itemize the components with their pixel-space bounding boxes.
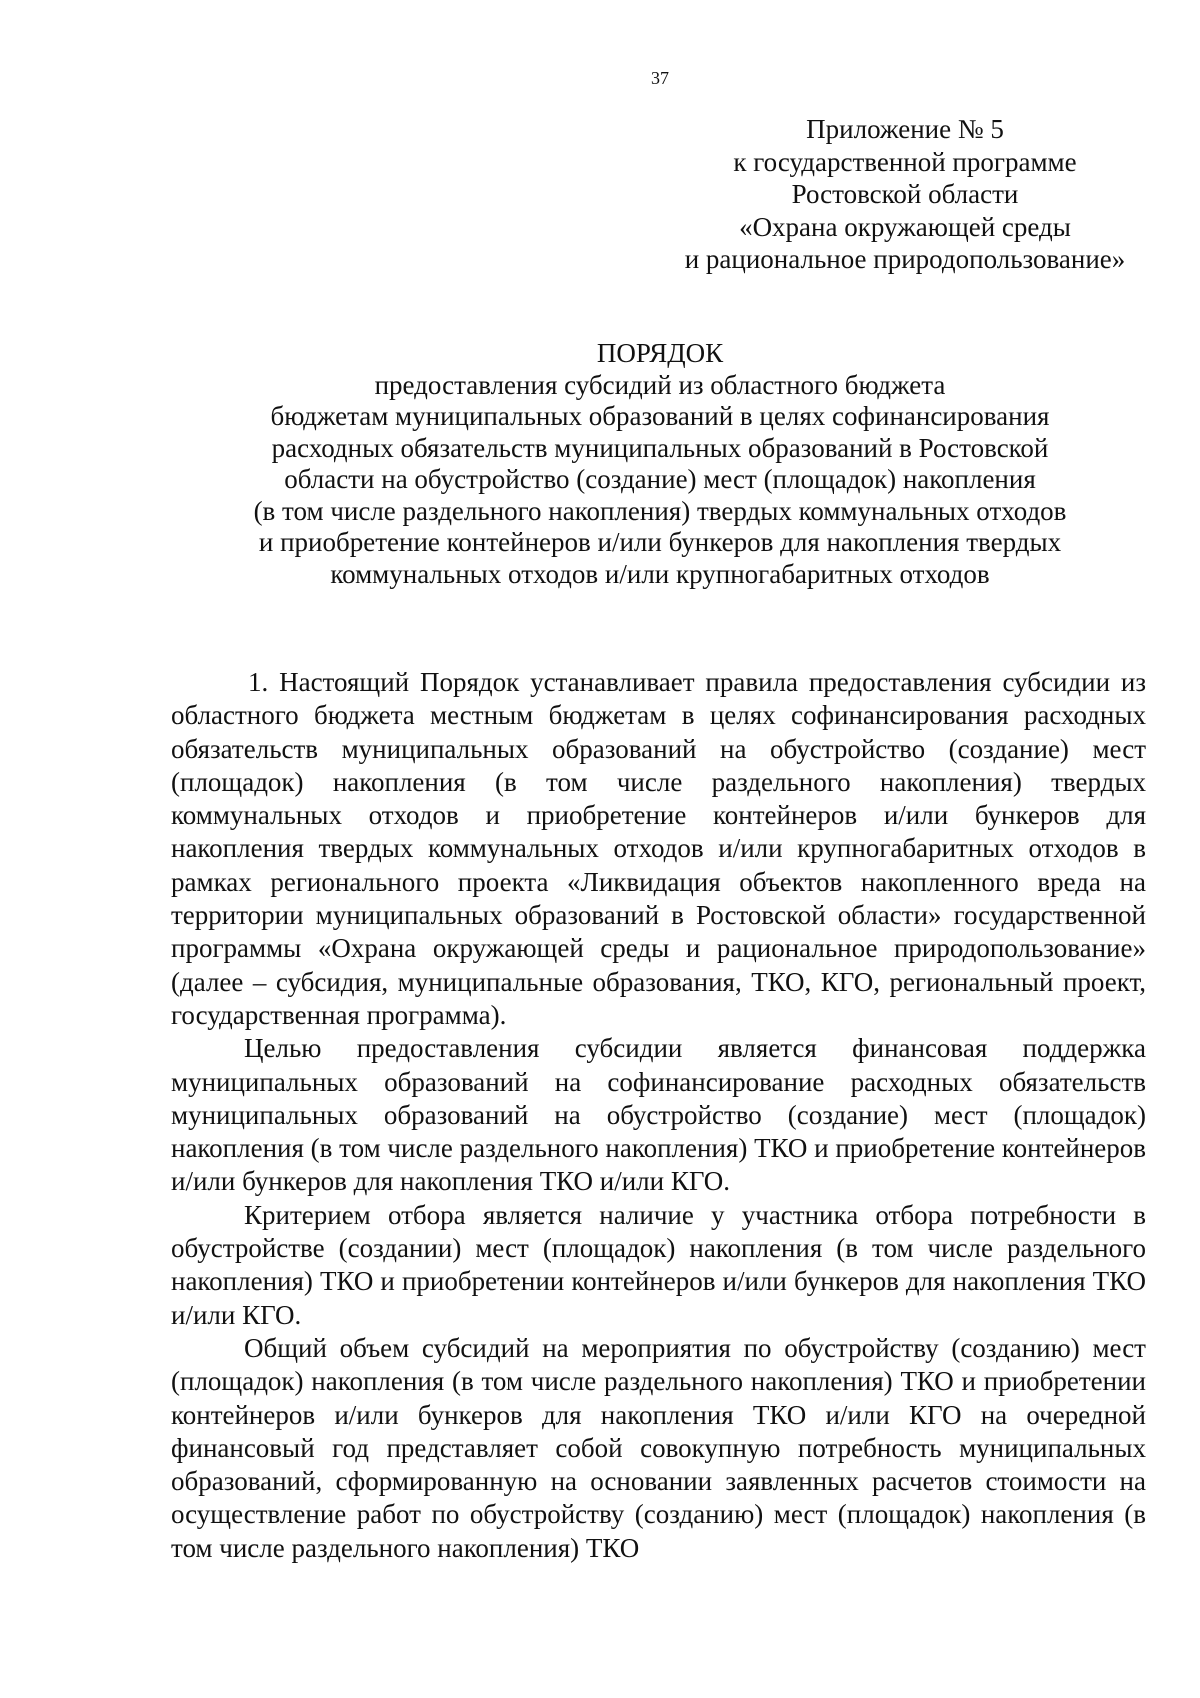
appendix-line: и рациональное природопользование» bbox=[684, 244, 1126, 274]
appendix-header bbox=[640, 113, 1170, 276]
paragraph: Общий объем субсидий на мероприятия по обустройству (созданию) мест (площадок) накопления (в том числе раздельного накопления) ТКО и приобретении контейнеров и/или бункеров для накопления ТКО и/или КГО на очередной финансовый год представляет собой совокупную потребность муниципальных образований, сформированную на основании заявленных расчетов стоимости на осуществление работ по обустройству (созданию) мест (площадок) накопления (в том числе раздельного накопления) ТКО bbox=[171, 1332, 1146, 1563]
appendix-line: Ростовской области bbox=[791, 179, 1019, 209]
title-subtitle-line: предоставления субсидий из областного бюджета bbox=[374, 369, 946, 400]
paragraph: Критерием отбора является наличие у участника отбора потребности в обустройстве (создании) мест (площадок) накопления (в том числе раздельного накопления) ТКО и приобретении контейнеров и/или бункеров для накопления ТКО и/или КГО. bbox=[171, 1199, 1146, 1330]
document-title bbox=[170, 338, 1150, 590]
page-number: 37 bbox=[651, 68, 669, 88]
title-subtitle-line: области на обустройство (создание) мест (площадок) накопления bbox=[284, 464, 1036, 494]
appendix-line: Приложение № 5 bbox=[806, 114, 1004, 144]
title-heading: ПОРЯДОК bbox=[596, 338, 724, 368]
title-subtitle-line: расходных обязательств муниципальных образований в Ростовской bbox=[271, 432, 1049, 463]
paragraph: Целью предоставления субсидии является финансовая поддержка муниципальных образований на софинансирование расходных обязательств муниципальных образований на обустройство (создание) мест (площадок) накопления (в том числе раздельного накопления) ТКО и приобретение контейнеров и/или бункеров для накопления ТКО и/или КГО. bbox=[171, 1033, 1146, 1197]
title-subtitle-line: (в том числе раздельного накопления) твердых коммунальных отходов bbox=[253, 495, 1067, 526]
document-body bbox=[171, 666, 1146, 1565]
title-subtitle-line: коммунальных отходов и/или крупногабаритных отходов bbox=[330, 558, 990, 589]
appendix-line: к государственной программе bbox=[733, 146, 1077, 177]
paragraph: 1. Настоящий Порядок устанавливает правила предоставления субсидии из областного бюджета местным бюджетам в целях софинансирования расходных обязательств муниципальных образований на обустройство (создание) мест (площадок) накопления (в том числе раздельного накопления) твердых коммунальных отходов и приобретение контейнеров и/или бункеров для накопления твердых коммунальных отходов и/или крупногабаритных отходов в рамках регионального проекта «Ликвидация объектов накопленного вреда на территории муниципальных образований в Ростовской области» государственной программы «Охрана окружающей среды и рациональное природопользование» (далее – субсидия, муниципальные образования, ТКО, КГО, региональный проект, государственная программа). bbox=[171, 667, 1146, 1030]
title-subtitle-line: бюджетам муниципальных образований в целях софинансирования bbox=[270, 401, 1050, 431]
title-subtitle-line: и приобретение контейнеров и/или бункеров для накопления твердых bbox=[258, 527, 1062, 557]
appendix-line: «Охрана окружающей среды bbox=[739, 211, 1071, 242]
